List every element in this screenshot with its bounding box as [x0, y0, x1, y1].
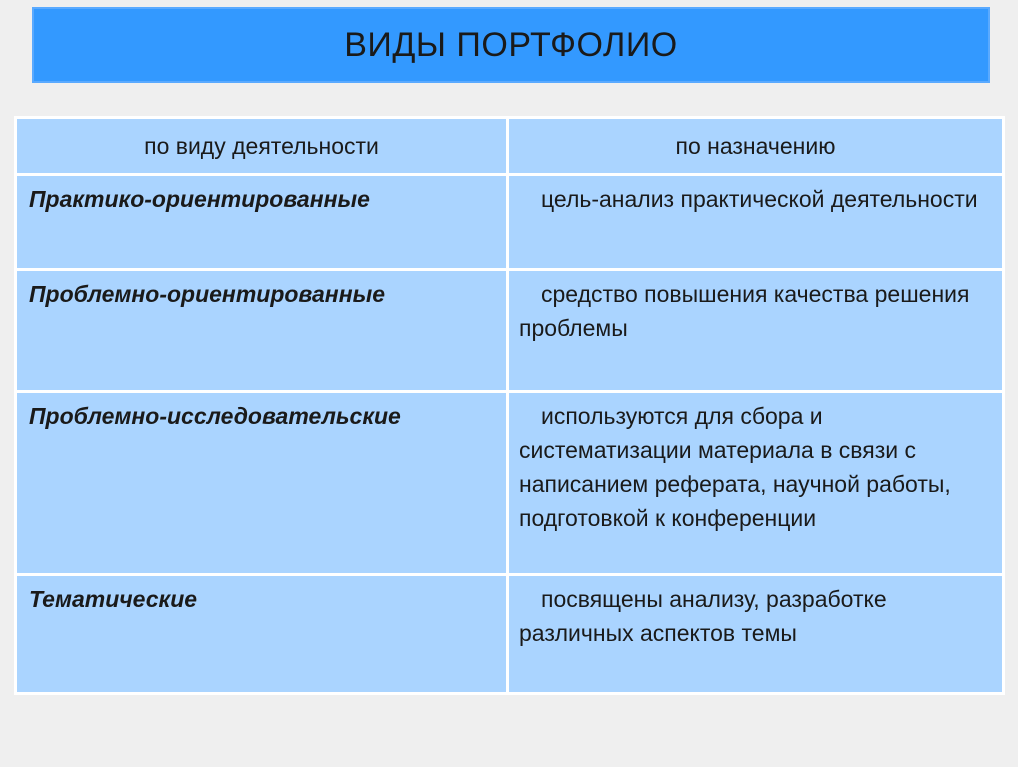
portfolio-purpose-text: посвящены анализу, разработке различных аспектов темы	[519, 586, 887, 646]
portfolio-purpose-cell	[508, 575, 1004, 694]
portfolio-purpose-text: используются для сбора и систематизации материала в связи с написанием реферата, научной работы, подготовкой к конференции	[519, 403, 951, 531]
table-row	[16, 575, 1004, 694]
portfolio-type-cell: Практико-ориентированные	[16, 175, 508, 270]
portfolio-type-cell: Тематические	[16, 575, 508, 694]
portfolio-type-cell: Проблемно-исследовательские	[16, 392, 508, 575]
portfolio-purpose-cell	[508, 175, 1004, 270]
table-row	[16, 175, 1004, 270]
title-bar	[32, 7, 990, 83]
slide-edge	[1018, 0, 1024, 767]
portfolio-table	[14, 116, 1005, 695]
portfolio-purpose-text: средство повышения качества решения проблемы	[519, 281, 970, 341]
portfolio-purpose-cell	[508, 392, 1004, 575]
table-row	[16, 270, 1004, 392]
table-header-row	[16, 118, 1004, 175]
portfolio-type-cell: Проблемно-ориентированные	[16, 270, 508, 392]
portfolio-purpose-text: цель-анализ практической деятельности	[541, 186, 978, 212]
slide-title: ВИДЫ ПОРТФОЛИО	[344, 26, 678, 64]
header-by-activity: по виду деятельности	[16, 118, 508, 175]
portfolio-purpose-cell	[508, 270, 1004, 392]
header-by-purpose: по назначению	[508, 118, 1004, 175]
table-row	[16, 392, 1004, 575]
